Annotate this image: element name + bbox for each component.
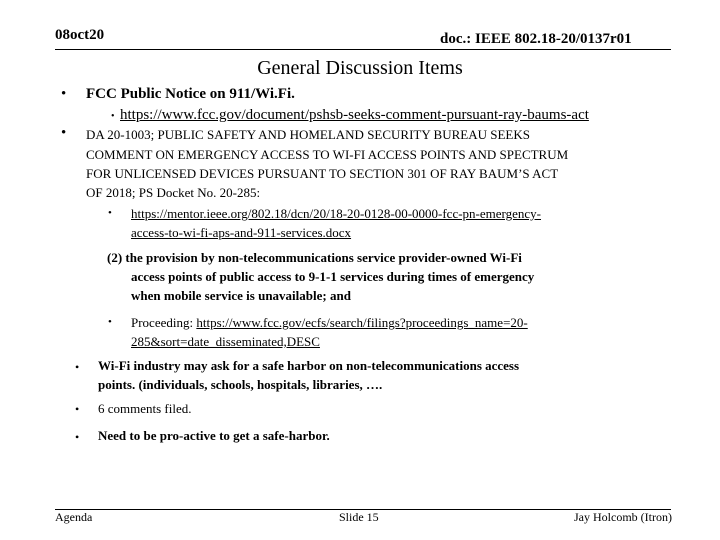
- footer-author: Jay Holcomb (Itron): [574, 510, 672, 524]
- bullet-fcc-notice: FCC Public Notice on 911/Wi.Fi.: [86, 86, 295, 102]
- safe-harbor-text: Wi-Fi industry may ask for a safe harbor on non-telecommunications access: [98, 358, 520, 373]
- comments-filed-text: 6 comments filed.: [98, 401, 192, 416]
- proceeding-link[interactable]: https://www.fcc.gov/ecfs/search/filings?proceedings_name=20-: [196, 315, 528, 330]
- provision-text: when mobile service is unavailable; and: [131, 288, 351, 303]
- sub-bullet-marker: •: [108, 316, 112, 328]
- bullet-marker: [61, 86, 66, 103]
- slide-number: Slide 15: [339, 510, 379, 524]
- header-rule: [55, 49, 671, 50]
- provision-text: (2) the provision by non-telecommunications service provider-owned Wi-Fi: [107, 250, 522, 265]
- document-id: doc.: IEEE 802.18-20/0137r01: [440, 31, 632, 47]
- proceeding-link[interactable]: 285&sort=date_disseminated,DESC: [131, 334, 320, 349]
- slide-title: General Discussion Items: [257, 57, 463, 79]
- mentor-doc-link[interactable]: access-to-wi-fi-aps-and-911-services.docx: [131, 225, 352, 240]
- proceeding-line: [131, 315, 528, 331]
- da-text-line: COMMENT ON EMERGENCY ACCESS TO WI-FI ACCESS POINTS AND SPECTRUM: [86, 147, 569, 162]
- sub-bullet-marker: •: [111, 111, 115, 122]
- proceeding-label: Proceeding:: [131, 315, 197, 330]
- bullet-marker: •: [75, 402, 80, 416]
- safe-harbor-text: points. (individuals, schools, hospitals, libraries, ….: [98, 377, 383, 392]
- footer-agenda: Agenda: [55, 510, 93, 524]
- provision-text: access points of public access to 9-1-1 services during times of emergency: [131, 269, 535, 284]
- bullet-marker: •: [75, 430, 80, 444]
- pro-active-text: Need to be pro-active to get a safe-harbor.: [98, 428, 330, 443]
- mentor-doc-link[interactable]: https://mentor.ieee.org/802.18/dcn/20/18-20-0128-00-0000-fcc-pn-emergency-: [131, 206, 541, 221]
- da-text-line: OF 2018; PS Docket No. 20-285:: [86, 185, 261, 200]
- bullet-marker: [61, 125, 66, 142]
- da-text-line: FOR UNLICENSED DEVICES PURSUANT TO SECTION 301 OF RAY BAUM’S ACT: [86, 166, 559, 181]
- da-text-line: DA 20-1003; PUBLIC SAFETY AND HOMELAND SECURITY BUREAU SEEKS: [86, 127, 530, 142]
- header-date: 08oct20: [55, 27, 105, 43]
- bullet-marker: •: [75, 360, 80, 374]
- sub-bullet-marker: •: [108, 207, 112, 219]
- fcc-notice-link[interactable]: https://www.fcc.gov/document/pshsb-seeks-comment-pursuant-ray-baums-act: [120, 107, 589, 123]
